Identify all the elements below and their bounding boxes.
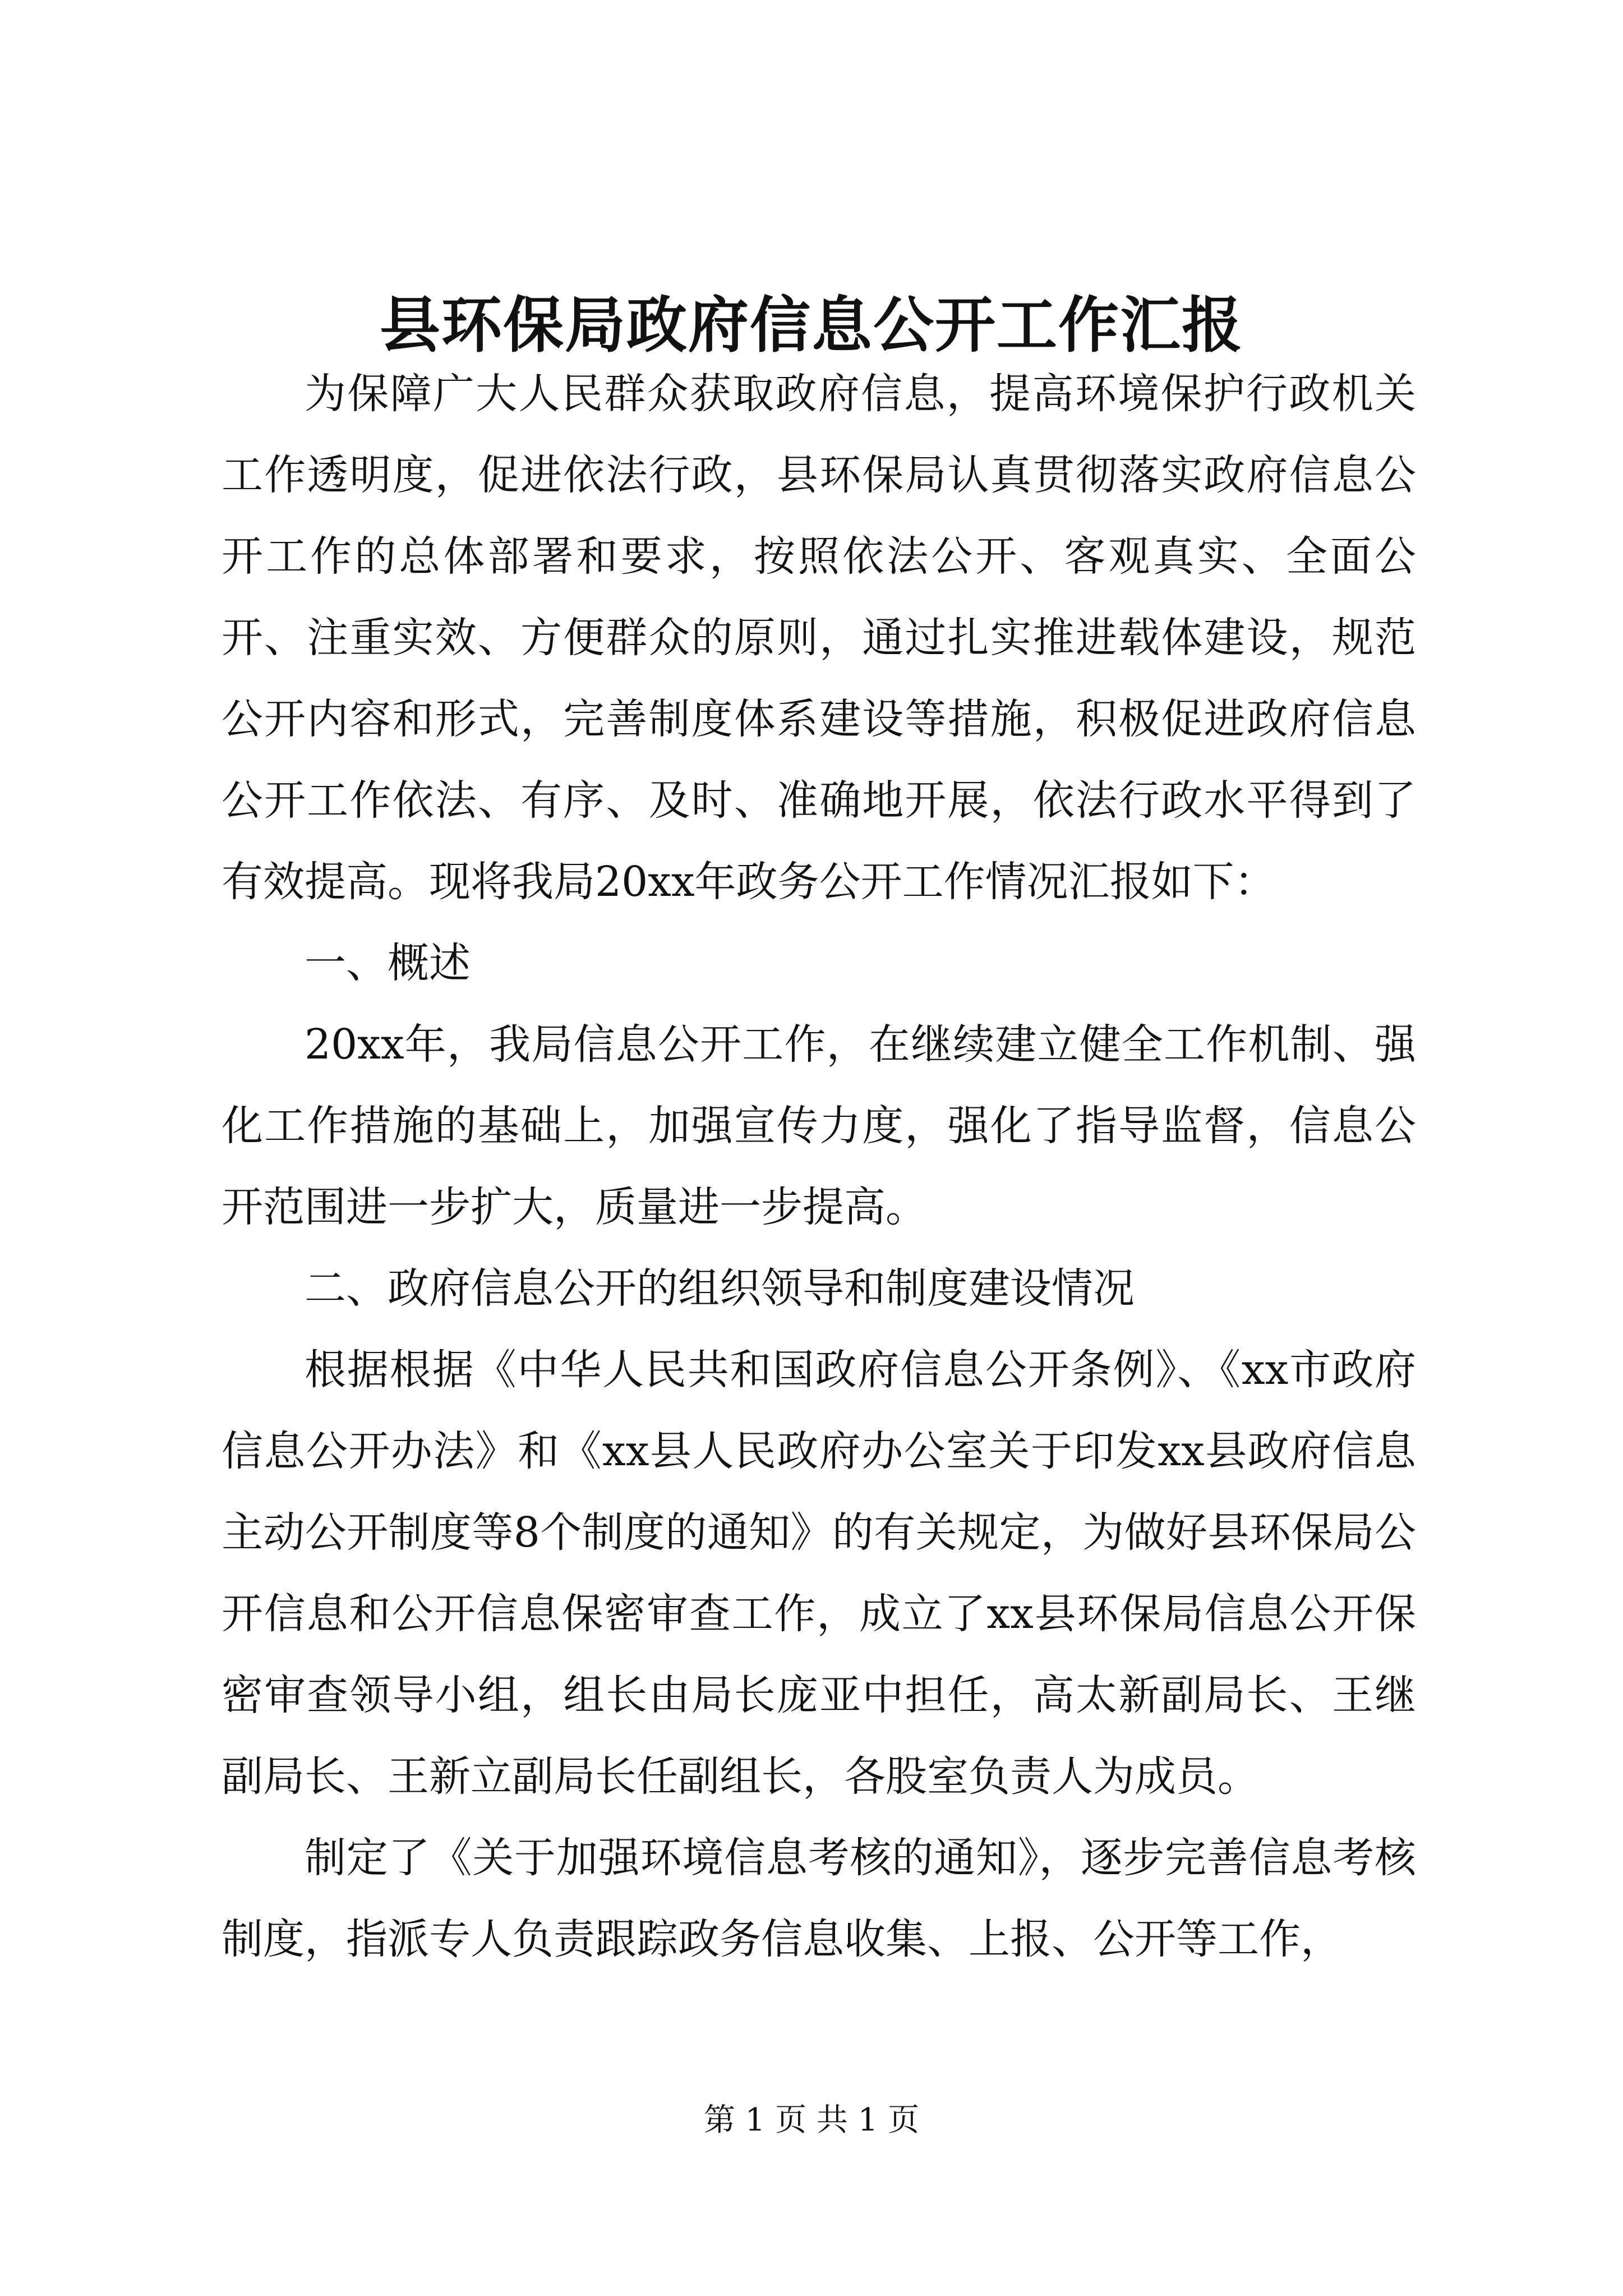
page-footer: 第 1 页 共 1 页 [703, 2102, 920, 2138]
paragraph-organization: 根据根据《中华人民共和国政府信息公开条例》、《xx市政府信息公开办法》和《xx县人民政府办公室关于印发xx县政府信息主动公开制度等8个制度的通知》的有关规定，为做好县环保局公开信息和公开信息保密审查工作，成立了xx县环保局信息公开保密审查领导小组，组长由局长庞亚中担任，高太新副局长、王继副局长、王新立副局长任副组长，各股室负责人为成员。 [222, 1346, 1416, 1801]
section-heading-overview: 一、概述 [305, 939, 471, 987]
paragraph-intro: 为保障广大人民群众获取政府信息，提高环境保护行政机关工作透明度，促进依法行政，县环保局认真贯彻落实政府信息公开工作的总体部署和要求，按照依法公开、客观真实、全面公开、注重实效、方便群众的原则，通过扎实推进载体建设，规范公开内容和形式，完善制度体系建设等措施，积极促进政府信息公开工作依法、有序、及时、准确地开展，依法行政水平得到了有效提高。现将我局20xx年政务公开工作情况汇报如下： [222, 370, 1416, 906]
document-body [222, 353, 1416, 1980]
paragraph-overview: 20xx年，我局信息公开工作，在继续建立健全工作机制、强化工作措施的基础上，加强宣传力度，强化了指导监督，信息公开范围进一步扩大，质量进一步提高。 [222, 1020, 1416, 1231]
paragraph-regulations: 制定了《关于加强环境信息考核的通知》，逐步完善信息考核制度，指派专人负责跟踪政务信息收集、上报、公开等工作， [222, 1834, 1416, 1963]
section-heading-organization: 二、政府信息公开的组织领导和制度建设情况 [305, 1264, 1135, 1313]
document-title: 县环保局政府信息公开工作汇报 [379, 290, 1243, 361]
